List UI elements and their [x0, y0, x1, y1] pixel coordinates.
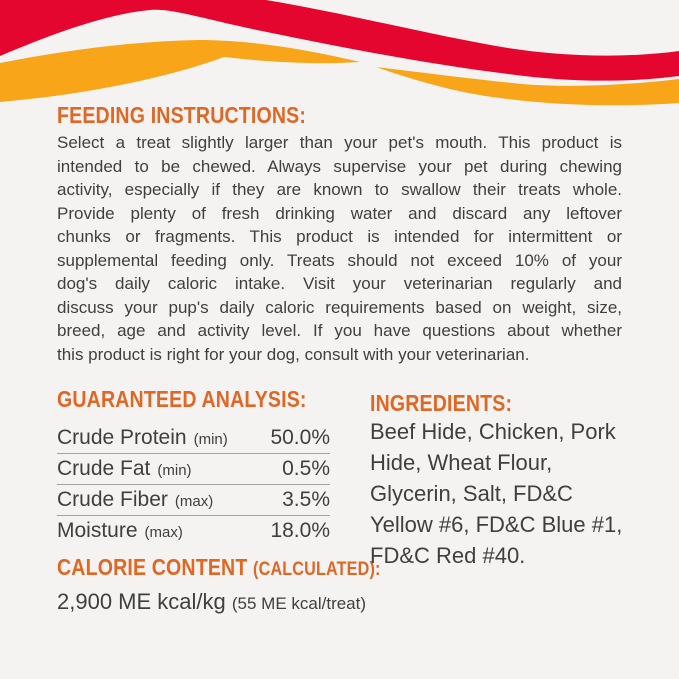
- ingredients-heading: INGREDIENTS:: [370, 390, 513, 416]
- ingredients-line: Hide, Wheat Flour,: [370, 450, 553, 475]
- feeding-instructions-paragraph: [57, 131, 622, 366]
- analysis-qualifier: (min): [193, 431, 228, 448]
- analysis-row: [57, 515, 330, 546]
- paragraph-line: activity, especially if they are known to swallow their treats whole.: [57, 180, 622, 199]
- ingredients-line: Beef Hide, Chicken, Pork: [370, 419, 616, 444]
- paragraph-line: chunks or fragments. This product is intended for intermittent or: [57, 227, 622, 246]
- paragraph-line: this product is right for your dog, consult with your veterinarian.: [57, 344, 530, 364]
- calorie-content-heading-main: CALORIE CONTENT: [57, 554, 248, 580]
- calorie-value-line: [57, 589, 366, 615]
- analysis-nutrient-label: Crude Fat: [57, 457, 151, 480]
- calorie-content-heading: [57, 554, 381, 581]
- analysis-nutrient-label: Crude Protein: [57, 426, 187, 449]
- paragraph-line: Provide plenty of fresh drinking water and discard any leftover: [57, 203, 622, 223]
- analysis-value: 50.0%: [270, 426, 330, 449]
- analysis-qualifier: (max): [174, 493, 214, 510]
- analysis-row: [57, 453, 330, 484]
- paragraph-line: breed, age and activity level. If you have questions about whether: [57, 321, 622, 340]
- paragraph-line: Select a treat slightly larger than your pet's mouth. This product is: [57, 133, 622, 152]
- orange-ribbon-left-graphic: [0, 40, 360, 102]
- analysis-value: 3.5%: [282, 488, 330, 511]
- ingredients-line: Glycerin, Salt, FD&C: [370, 481, 573, 506]
- paragraph-line: intended to be chewed. Always supervise your pet during chewing: [57, 156, 622, 176]
- ingredients-line: FD&C Red #40.: [370, 543, 526, 568]
- feeding-instructions-heading: FEEDING INSTRUCTIONS:: [57, 102, 307, 128]
- analysis-nutrient-label: Crude Fiber: [57, 488, 168, 511]
- ingredients-list: [370, 416, 630, 571]
- paragraph-line: supplemental feeding only. Treats should not exceed 10% of your: [57, 250, 622, 270]
- analysis-nutrient-label: Moisture: [57, 519, 138, 542]
- analysis-value: 0.5%: [282, 457, 330, 480]
- analysis-qualifier: (max): [144, 524, 183, 541]
- paragraph-line: discuss your pup's daily caloric requirements based on weight, size,: [57, 297, 622, 317]
- analysis-qualifier: (min): [157, 462, 192, 479]
- analysis-row: [57, 423, 330, 453]
- analysis-value: 18.0%: [270, 519, 330, 542]
- calorie-content-heading-suffix: (CALCULATED):: [253, 559, 381, 580]
- calorie-value: 2,900 ME kcal/kg: [57, 589, 226, 614]
- paragraph-line: dog's daily caloric intake. Visit your veterinarian regularly and: [57, 274, 622, 293]
- analysis-row: [57, 484, 330, 515]
- guaranteed-analysis-heading: GUARANTEED ANALYSIS:: [57, 386, 307, 412]
- guaranteed-analysis-table: [57, 423, 330, 546]
- ingredients-line: Yellow #6, FD&C Blue #1,: [370, 512, 623, 537]
- calorie-per-treat-note: (55 ME kcal/treat): [231, 594, 367, 613]
